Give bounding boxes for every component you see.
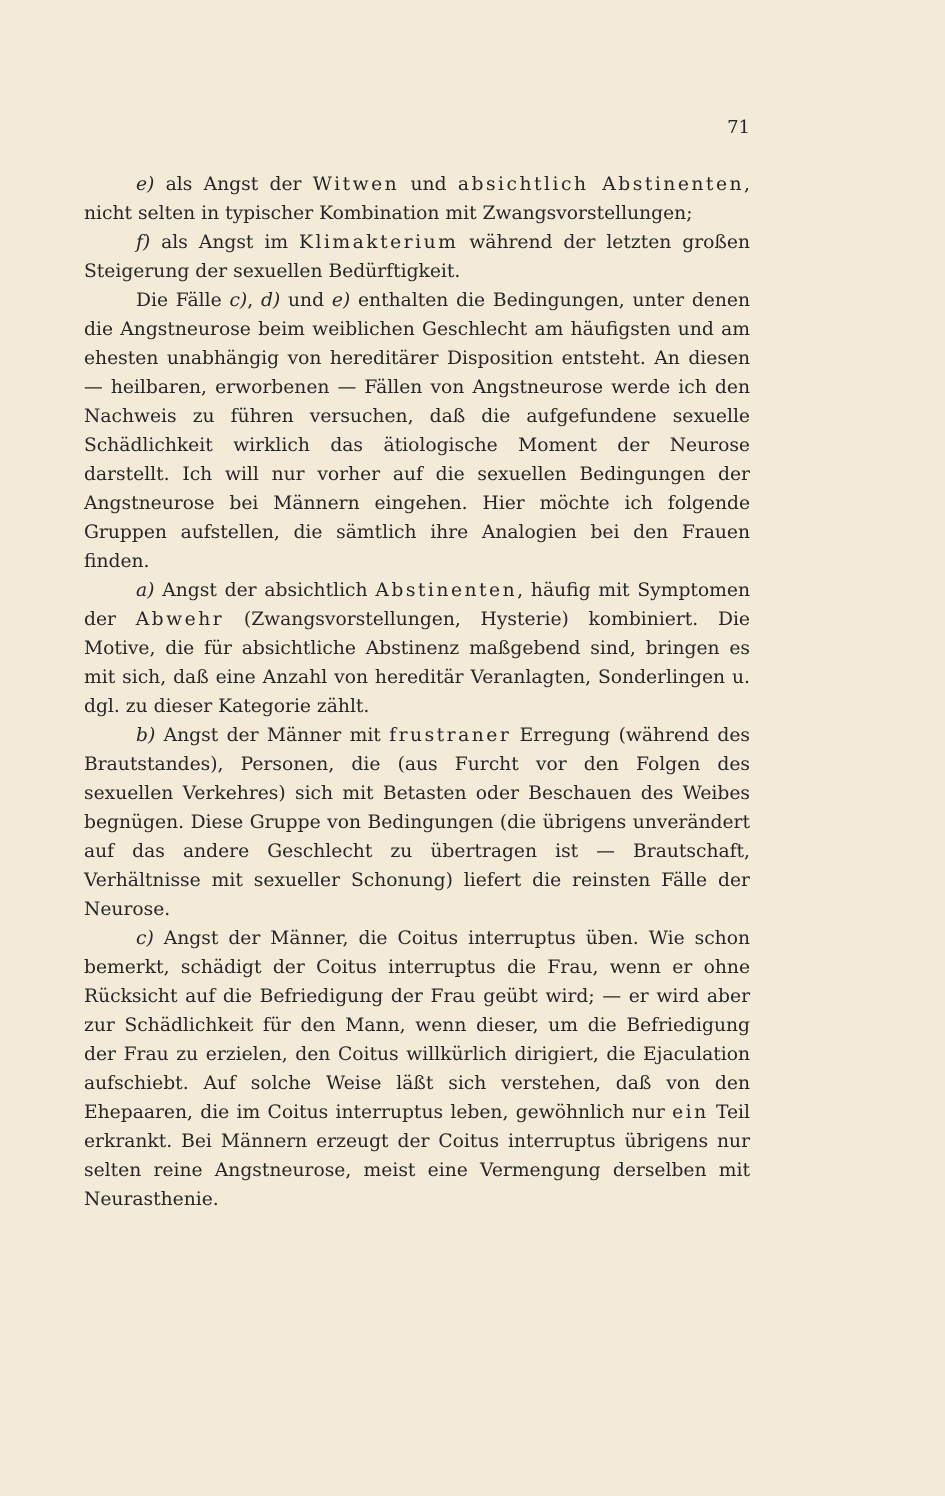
text-run: , [247,290,261,311]
text-run: Erregung (während des Brautstandes), Personen, die (aus Furcht vor den Folgen des sexuellen Verkehres) sich mit Betasten oder Beschauen des Weibes begnügen. Diese Gruppe von Bedingungen (die übrigens unverändert auf das andere Geschlecht zu übertragen ist — Brautschaft, Verhältnisse mit sexueller Schonung) liefert die reinsten Fälle der Neurose. [84,725,751,920]
paragraph-c [84,924,750,1214]
text-run: Angst der absichtlich [154,580,376,601]
item-label: a) [136,580,155,601]
paragraph-e [84,170,750,228]
emphasis: Abstinenten [375,580,518,601]
item-label: d) [260,290,281,311]
text-run: , nicht selten in typischer Kombination mit Zwangsvorstellungen; [84,174,750,224]
text-run: und [399,174,458,195]
text-run: (Zwangsvorstellungen, Hysterie) kombiniert. Die Motive, die für absichtliche Abstinenz maßgebend sind, bringen es mit sich, daß eine Anzahl von hereditär Veranlagten, Sonderlingen u. dgl. zu dieser Kategorie zählt. [84,609,750,717]
item-label: c) [229,290,248,311]
text-run: Angst der Männer, die Coitus interruptus üben. Wie schon bemerkt, schädigt der Coitus interruptus die Frau, wenn er ohne Rücksicht auf die Befriedigung der Frau geübt wird; — er wird aber zur Schädlichkeit für den Mann, wenn dieser, um die Befriedigung der Frau zu erzielen, den Coitus willkürlich dirigiert, die Ejaculation aufschiebt. Auf solche Weise läßt sich verstehen, daß von den Ehepaaren, die im Coitus interruptus leben, gewöhnlich nur [84,928,750,1123]
paragraph-f [84,228,750,286]
item-label: e) [136,174,155,195]
text-run: Die Fälle [136,290,230,311]
text-run: während der letzten großen Steigerung der sexuellen Bedürftigkeit. [84,232,750,282]
item-label: e) [331,290,351,311]
text-run: , häufig mit Symptomen der [84,580,750,630]
item-label: b) [136,725,156,746]
emphasis: Witwen [312,174,400,195]
text-run: enthalten die Bedingungen, unter denen die Angstneurose beim weiblichen Geschlecht am häufigsten und am ehesten unabhängig von hereditärer Disposition entsteht. An diesen — heilbaren, erworbenen — Fällen von Angstneurose werde ich den Nachweis zu führen versuchen, daß die aufgefundene sexuelle Schädlichkeit wirklich das ätiologische Moment der Neurose darstellt. Ich will nur vorher auf die sexuellen Bedingungen der Angstneurose bei Männern eingehen. Hier möchte ich folgende Gruppen aufstellen, die sämtlich ihre Analogien bei den Frauen finden. [84,290,750,572]
paragraph-a [84,576,750,721]
text-run: Angst der Männer mit [155,725,390,746]
page-number: 71 [727,117,750,138]
text-run: als Angst im [150,232,300,253]
emphasis: Abwehr [135,609,225,630]
text-run: als Angst der [154,174,313,195]
body-text [84,170,750,1214]
emphasis: frustraner [389,725,512,746]
emphasis: absichtlich Abstinenten [457,174,745,195]
emphasis: ein [672,1102,709,1123]
emphasis: Klimakterium [299,232,459,253]
text-run: und [280,290,332,311]
paragraph-b [84,721,750,924]
item-label: f) [136,232,151,253]
text-run: Teil erkrankt. Bei Männern erzeugt der Coitus interruptus übrigens nur selten reine Angstneurose, meist eine Vermengung derselben mit Neurasthenie. [84,1102,750,1210]
paragraph-cases [84,286,750,576]
item-label: c) [136,928,154,949]
